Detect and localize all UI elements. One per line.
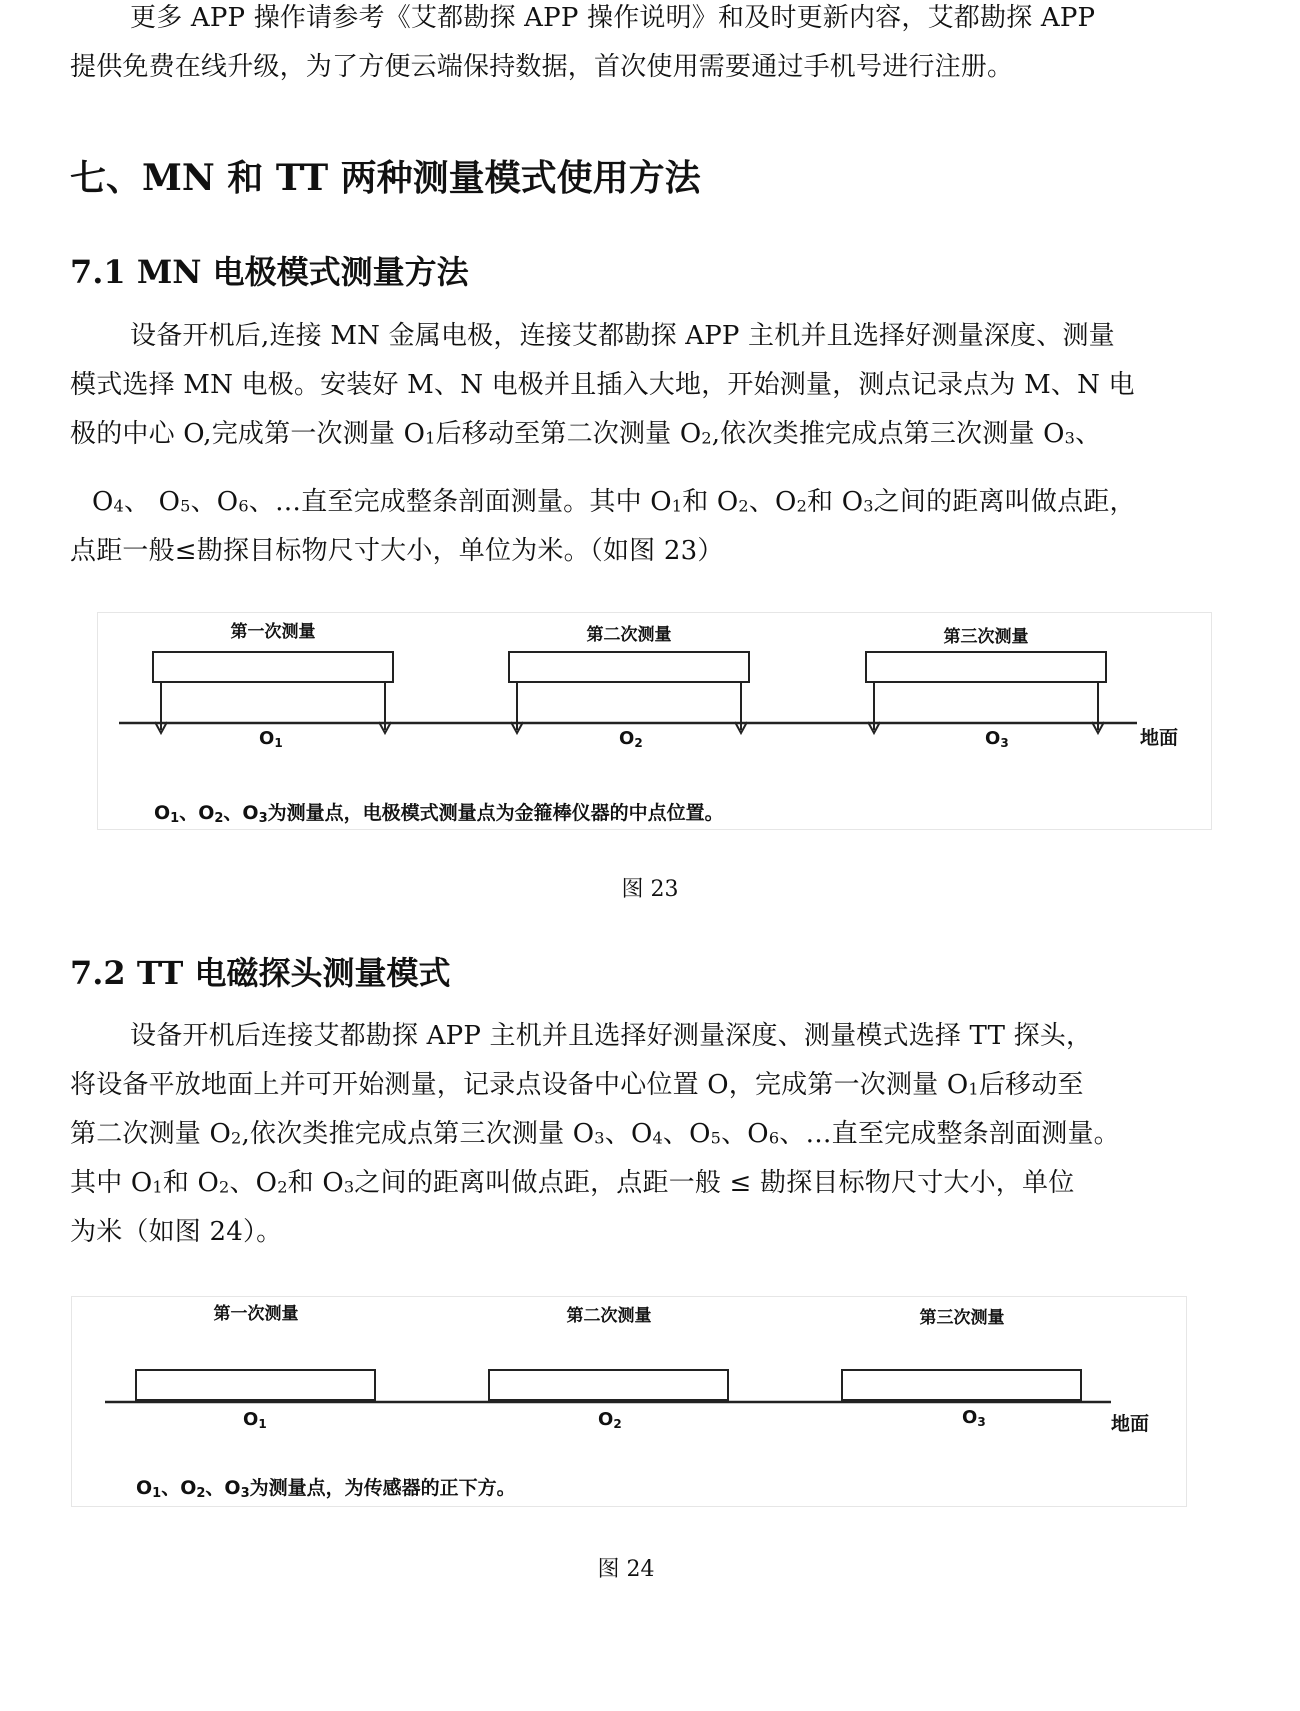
s71-line-2: 模式选择 MN 电极。安装好 M、N 电极并且插入大地，开始测量，测点记录点为 M、N 电: [70, 370, 1135, 400]
fig24-sensor-1: [136, 1370, 375, 1400]
fig23-label-1: 第一次测量: [230, 622, 316, 642]
fig23-point-2: O2: [619, 728, 643, 750]
section-7-1-heading: 7.1 MN 电极模式测量方法: [70, 253, 469, 291]
s72-line-3: 第二次测量 O2,依次类推完成点第三次测量 O3、O4、O5、O6、…直至完成整条剖面测量。: [70, 1119, 1120, 1149]
fig23-point-3: O3: [985, 728, 1009, 750]
fig24-label-3: 第三次测量: [919, 1308, 1005, 1328]
figure-24-caption: 图 24: [597, 1557, 655, 1582]
intro-line-2: 提供免费在线升级，为了方便云端保持数据，首次使用需要通过手机号进行注册。: [70, 52, 1014, 82]
fig24-point-3: O3: [962, 1407, 986, 1429]
figure-24: [71, 1296, 1187, 1507]
figure-23-caption: 图 23: [621, 877, 679, 902]
fig24-point-1: O1: [243, 1409, 267, 1431]
fig24-label-2: 第二次测量: [566, 1306, 652, 1326]
fig24-sensor-3: [842, 1370, 1081, 1400]
fig24-point-2: O2: [598, 1409, 622, 1431]
figure-23: [97, 612, 1212, 830]
fig23-point-1: O1: [259, 728, 283, 750]
fig24-label-1: 第一次测量: [213, 1304, 299, 1324]
s71-line-5: 点距一般≤勘探目标物尺寸大小，单位为米。（如图 23）: [70, 536, 724, 566]
s71-line-4: O4、 O5、O6、…直至完成整条剖面测量。其中 O1和 O2、O2和 O3之间的距离叫做点距，: [92, 487, 1136, 517]
s72-line-4: 其中 O1和 O2、O2和 O3之间的距离叫做点距，点距一般 ≤ 勘探目标物尺寸大小，单位: [70, 1168, 1075, 1198]
fig24-note: O1、O2、O3为测量点，为传感器的正下方。: [136, 1477, 516, 1501]
fig24-ground-label: 地面: [1111, 1413, 1150, 1435]
s72-line-1: 设备开机后连接艾都勘探 APP 主机并且选择好测量深度、测量模式选择 TT 探头，: [130, 1021, 1093, 1051]
fig23-ground-label: 地面: [1140, 727, 1179, 749]
fig23-instrument-1: [153, 652, 393, 682]
fig23-label-2: 第二次测量: [586, 625, 672, 645]
intro-line-1: 更多 APP 操作请参考《艾都勘探 APP 操作说明》和及时更新内容，艾都勘探 APP: [130, 3, 1096, 33]
fig24-sensor-2: [489, 1370, 728, 1400]
fig23-instrument-2: [509, 652, 749, 682]
section-7-heading: 七、MN 和 TT 两种测量模式使用方法: [70, 157, 701, 199]
fig23-label-3: 第三次测量: [943, 627, 1029, 647]
fig23-instrument-3: [866, 652, 1106, 682]
section-7-2-heading: 7.2 TT 电磁探头测量模式: [70, 954, 451, 992]
s71-line-3: 极的中心 O,完成第一次测量 O1后移动至第二次测量 O2,依次类推完成点第三次测量 O3、: [70, 419, 1102, 449]
s72-line-5: 为米（如图 24）。: [70, 1217, 283, 1247]
s71-line-1: 设备开机后,连接 MN 金属电极，连接艾都勘探 APP 主机并且选择好测量深度、测量: [130, 321, 1115, 351]
fig23-note: O1、O2、O3为测量点，电极模式测量点为金箍棒仪器的中点位置。: [154, 802, 724, 826]
s72-line-2: 将设备平放地面上并可开始测量，记录点设备中心位置 O，完成第一次测量 O1后移动至: [70, 1070, 1084, 1100]
